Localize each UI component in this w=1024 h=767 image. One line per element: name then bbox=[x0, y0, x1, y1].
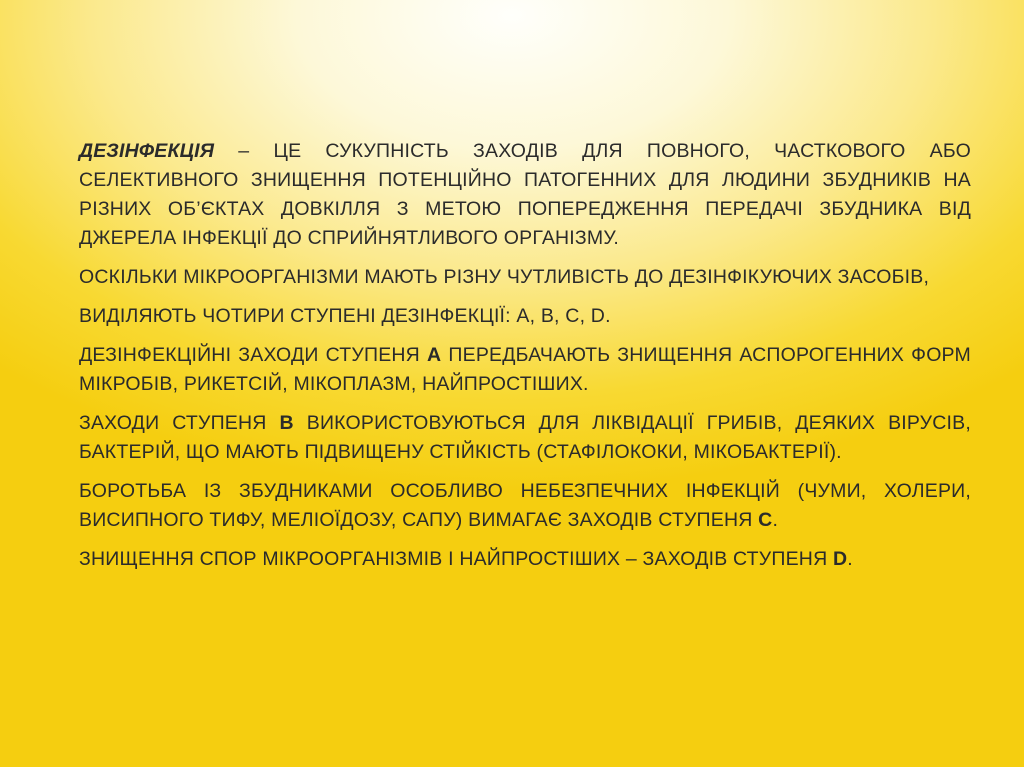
level-c-paragraph bbox=[79, 477, 971, 535]
level-b-paragraph bbox=[79, 409, 971, 467]
level-d-letter: D bbox=[833, 548, 848, 570]
level-c-letter: С bbox=[758, 509, 773, 531]
level-b-text-after: ВИКОРИСТОВУЮТЬСЯ ДЛЯ ЛІКВІДАЦІЇ ГРИБІВ, ДЕЯКИХ ВІРУСІВ, БАКТЕРІЙ, ЩО МАЮТЬ ПІДВИЩЕНУ СТІЙКІСТЬ (СТАФІЛОКОКИ, МІКОБАКТЕРІЇ). bbox=[79, 412, 971, 463]
level-b-text-before: ЗАХОДИ СТУПЕНЯ bbox=[79, 412, 280, 434]
level-a-letter: А bbox=[427, 344, 442, 366]
level-a-text-before: ДЕЗІНФЕКЦІЙНІ ЗАХОДИ СТУПЕНЯ bbox=[79, 344, 428, 366]
level-a-text-after: ПЕРЕДБАЧАЮТЬ ЗНИЩЕННЯ АСПОРОГЕННИХ ФОРМ МІКРОБІВ, РИКЕТСІЙ, МІКОПЛАЗМ, НАЙПРОСТІШИХ. bbox=[79, 344, 971, 395]
level-c-text-after: . bbox=[772, 509, 779, 531]
sensitivity-paragraph: ОСКІЛЬКИ МІКРООРГАНІЗМИ МАЮТЬ РІЗНУ ЧУТЛИВІСТЬ ДО ДЕЗІНФІКУЮЧИХ ЗАСОБІВ, bbox=[79, 266, 930, 288]
definition-term: ДЕЗІНФЕКЦІЯ bbox=[79, 140, 215, 162]
level-c-text-before: БОРОТЬБА ІЗ ЗБУДНИКАМИ ОСОБЛИВО НЕБЕЗПЕЧНИХ ІНФЕКЦІЙ (ЧУМИ, ХОЛЕРИ, ВИСИПНОГО ТИФУ, МЕЛІОЇДОЗУ, САПУ) ВИМАГАЄ ЗАХОДІВ СТУПЕНЯ bbox=[79, 480, 971, 531]
definition-text: – ЦЕ СУКУПНІСТЬ ЗАХОДІВ ДЛЯ ПОВНОГО, ЧАСТКОВОГО АБО СЕЛЕКТИВНОГО ЗНИЩЕННЯ ПОТЕНЦІЙНО ПАТОГЕННИХ ДЛЯ ЛЮДИНИ ЗБУДНИКІВ НА РІЗНИХ ОБ’ЄКТАХ ДОВКІЛЛЯ З МЕТОЮ ПОПЕРЕДЖЕННЯ ПЕРЕДАЧІ ЗБУДНИКА ВІД ДЖЕРЕЛА ІНФЕКЦІЇ ДО СПРИЙНЯТЛИВОГО ОРГАНІЗМУ. bbox=[79, 140, 971, 249]
level-b-letter: В bbox=[279, 412, 294, 434]
level-d-text-before: ЗНИЩЕННЯ СПОР МІКРООРГАНІЗМІВ І НАЙПРОСТІШИХ – ЗАХОДІВ СТУПЕНЯ bbox=[79, 548, 833, 570]
level-d-paragraph bbox=[79, 545, 971, 574]
level-a-paragraph bbox=[79, 341, 971, 399]
slide-body bbox=[79, 137, 971, 584]
definition-paragraph bbox=[79, 137, 971, 253]
levels-paragraph: ВИДІЛЯЮТЬ ЧОТИРИ СТУПЕНІ ДЕЗІНФЕКЦІЇ: А, В, С, D. bbox=[79, 305, 611, 327]
level-d-text-after: . bbox=[847, 548, 853, 570]
